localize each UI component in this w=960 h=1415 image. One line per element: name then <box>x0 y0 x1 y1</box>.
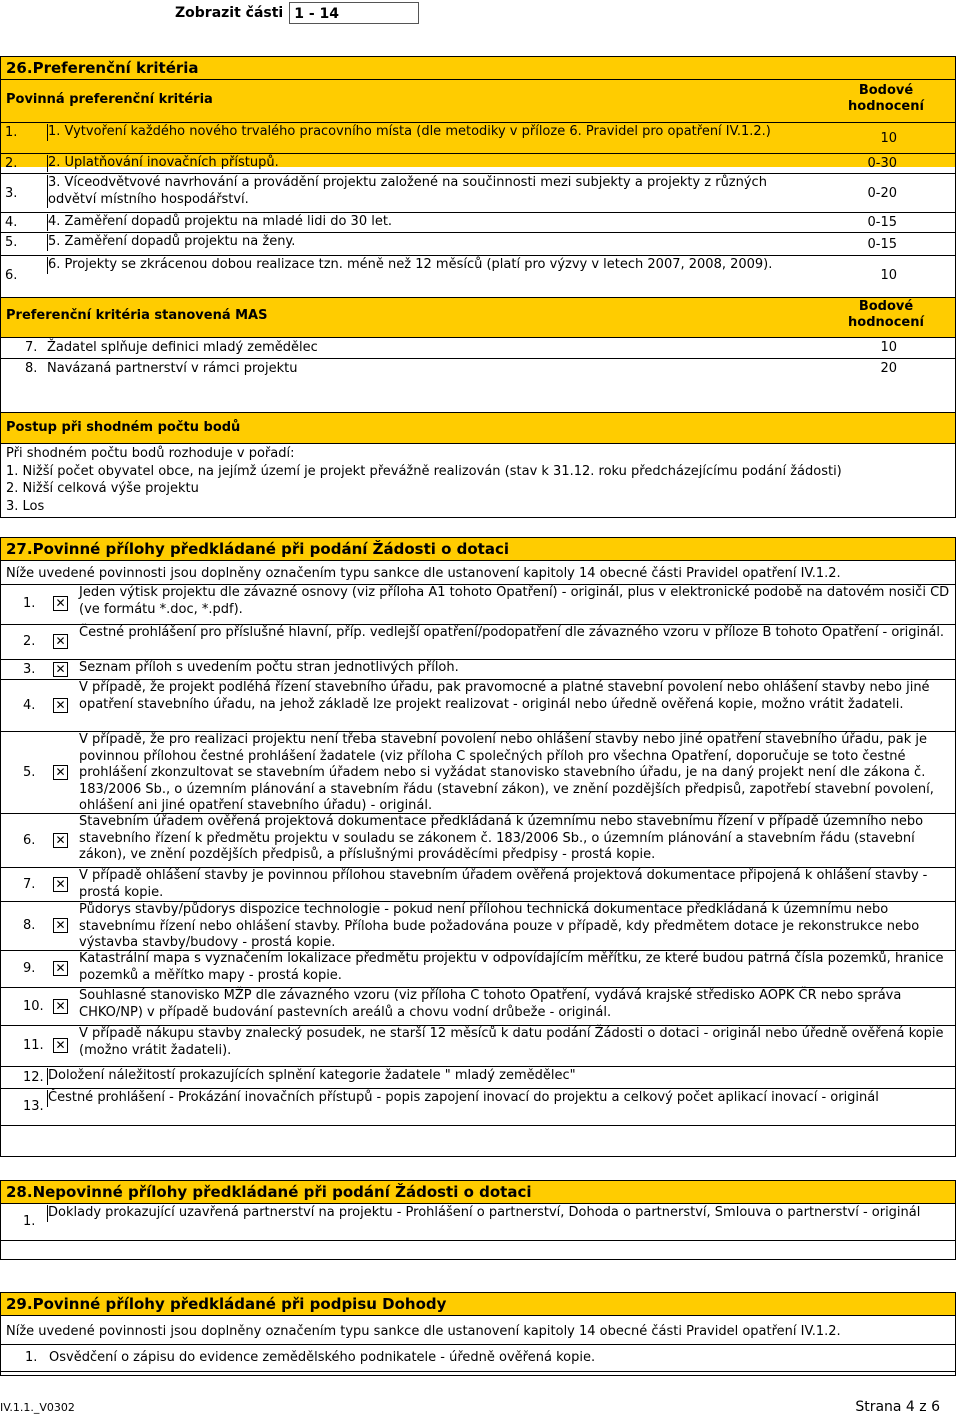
criterion-text: Navázaná partnerství v rámci projektu <box>47 361 298 376</box>
criterion-text: 6. Projekty se zkrácenou dobou realizace tzn. méně než 12 měsíců (platí pro výzvy v letech 2007, 2008, 2009). <box>47 257 815 274</box>
attachment-text: V případě, že projekt podléhá řízení stavebního úřadu, pak pravomocné a platné stavební povolení nebo ohlášení stavby nebo jiné opatření stavebního úřadu, na jehož základě lze projekt realizovat - originál nebo úředně ověřená kopie, možno vrátit žadateli. <box>79 680 930 712</box>
tie-break-item: 2. Nižší celková výše projektu <box>6 481 199 496</box>
criterion-number: 5. <box>5 235 18 250</box>
attachment-text: Jeden výtisk projektu dle závazné osnovy (viz příloha A1 tohoto Opatření) - originál, plus v elektronické podobě na datovém nosiči CD (ve formátu *.doc, *.pdf). <box>79 585 950 617</box>
attachment-row <box>1 813 955 867</box>
attachment-checkbox[interactable]: ✕ <box>53 634 68 649</box>
criterion-number: 1. <box>5 125 18 140</box>
attachment-number: 9. <box>23 961 36 976</box>
attachment-number: 13. <box>23 1099 44 1114</box>
mas-attachment-row <box>1 1066 955 1088</box>
criterion-row <box>1 255 955 298</box>
criterion-number: 4. <box>5 215 18 230</box>
section-27 <box>0 537 956 1157</box>
criterion-number: 2. <box>5 156 18 171</box>
attachment-row <box>1 867 955 901</box>
criterion-text: 2. Uplatňování inovačních přístupů. <box>47 155 815 172</box>
attachment-text: Čestné prohlášení - Prokázání inovačních přístupů - popis zapojení inovací do projektu a celkový počet aplikací inovací - originál <box>47 1090 895 1107</box>
criterion-row <box>1 122 955 153</box>
attachment-text: Doložení náležitostí prokazujících splnění kategorie žadatele " mladý zemědělec" <box>47 1068 895 1085</box>
attachment-checkbox[interactable]: ✕ <box>53 918 68 933</box>
mandatory-criteria-label: Povinná preferenční kritéria <box>6 92 213 107</box>
attachment-text: Souhlasné stanovisko MŽP dle závazného vzoru (viz příloha C tohoto Opatření, vydává krajské středisko AOPK ČR nebo správa CHKO/NP) v případě budování pastevních areálů a chovu vodní drůbeže - originál. <box>79 988 902 1020</box>
attachment-text: Půdorys stavby/půdorys dispozice technologie - pokud není přílohou technická dokumentace předkládaná k územnímu nebo stavebnímu řízení nebo ohlášení stavby. Příloha bude požadována pouze v případě, kdy předmětem dotace je rekonstrukce nebo výstavba stavby/budovy - prostá kopie. <box>79 902 920 950</box>
attachment-row <box>1 659 955 679</box>
attachment-text: Čestné prohlášení pro příslušné hlavní, příp. vedlejší opatření/podopatření dle závazného vzoru v příloze B tohoto Opatření - originál. <box>79 625 945 640</box>
criterion-row <box>1 232 955 255</box>
signing-attachment-row <box>1 1344 955 1372</box>
parts-filter-label: Zobrazit části <box>175 5 284 21</box>
mas-criterion-row <box>1 358 955 381</box>
attachment-number: 1. <box>23 596 36 611</box>
attachment-checkbox[interactable]: ✕ <box>53 698 68 713</box>
attachment-number: 5. <box>23 764 36 780</box>
criterion-points: 10 <box>880 340 897 355</box>
criterion-text: Žadatel splňuje definici mladý zemědělec <box>47 340 318 355</box>
criterion-text: 5. Zaměření dopadů projektu na ženy. <box>47 234 815 251</box>
attachment-row <box>1 1025 955 1066</box>
parts-filter <box>175 0 419 26</box>
form-code: IV.1.1._V0302 <box>0 1401 75 1414</box>
attachment-checkbox[interactable]: ✕ <box>53 877 68 892</box>
section-27-note: Níže uvedené povinnosti jsou doplněny označením typu sankce dle ustanovení kapitoly 14 obecné části Pravidel opatření IV.1.2. <box>6 566 841 581</box>
attachment-number: 10. <box>23 998 44 1014</box>
criterion-points: 10 <box>880 268 897 283</box>
attachment-text: Seznam příloh s uvedením počtu stran jednotlivých příloh. <box>79 660 459 675</box>
attachment-row <box>1 731 955 813</box>
attachment-number: 12. <box>23 1069 44 1085</box>
mas-criterion-row <box>1 337 955 358</box>
attachment-text: V případě ohlášení stavby je povinnou přílohou stavebním úřadem ověřená projektová dokumentace připojená k ohlášení stavby - prostá kopie. <box>79 868 928 900</box>
mas-points-header: Bodové hodnocení <box>848 299 924 330</box>
criterion-points: 20 <box>880 361 897 376</box>
criterion-number: 8. <box>25 361 38 376</box>
parts-filter-input[interactable]: 1 - 14 <box>289 2 419 24</box>
attachment-text: V případě nákupu stavby znalecký posudek, ne starší 12 měsíců k datu podání Žádosti o dotaci - originál nebo úředně ověřená kopie (možno vrátit žadateli). <box>79 1026 944 1058</box>
tie-break-item: 1. Nižší počet obyvatel obce, na jejímž území je projekt převážně realizován (stav k 31.12. roku předcházejícímu podání žádosti) <box>6 463 842 479</box>
section-29-title: 29.Povinné přílohy předkládané při podpisu Dohody <box>6 1295 447 1313</box>
attachment-row <box>1 624 955 659</box>
mas-criteria-header <box>1 297 955 338</box>
criterion-number: 6. <box>5 268 18 283</box>
tie-break-title-bar <box>1 412 955 444</box>
section-28-title: 28.Nepovinné přílohy předkládané při podání Žádosti o dotaci <box>6 1183 532 1201</box>
tie-break-section <box>0 412 956 518</box>
attachment-checkbox[interactable]: ✕ <box>53 765 68 780</box>
section-26 <box>0 56 956 413</box>
attachment-text: Doklady prokazující uzavřená partnerství na projektu - Prohlášení o partnerství, Dohoda o partnerství, Smlouva o partnerství - originál <box>47 1205 949 1222</box>
attachment-number: 3. <box>23 661 36 677</box>
section-29-note: Níže uvedené povinnosti jsou doplněny označením typu sankce dle ustanovení kapitoly 14 obecné části Pravidel opatření IV.1.2. <box>6 1324 841 1339</box>
criterion-points: 10 <box>880 131 897 146</box>
attachment-row <box>1 950 955 987</box>
criterion-row <box>1 173 955 212</box>
section-28-title-bar <box>1 1181 955 1204</box>
attachment-number: 2. <box>23 634 36 649</box>
mandatory-criteria-header <box>1 80 955 122</box>
points-header: Bodové hodnocení <box>848 83 924 114</box>
attachment-number: 4. <box>23 697 36 713</box>
mas-criteria-label: Preferenční kritéria stanovená MAS <box>6 308 268 323</box>
tie-break-item: 3. Los <box>6 498 45 514</box>
divider <box>1 1125 955 1126</box>
mas-attachment-row <box>1 1088 955 1125</box>
attachment-row <box>1 584 955 623</box>
section-29 <box>0 1292 956 1376</box>
attachment-checkbox[interactable]: ✕ <box>53 999 68 1014</box>
attachment-number: 1. <box>23 1214 36 1229</box>
section-26-title-bar <box>1 57 955 80</box>
attachment-row <box>1 901 955 950</box>
attachment-text: Stavebním úřadem ověřená projektová dokumentace předkládaná k územnímu nebo stavebnímu řízení v případě územního nebo stavebního řízení k předmětu projektu v souladu se zákonem č. 183/2006 Sb., o územním plánování a stavebním řádu (stavební zákon), ve znění pozdějších předpisů, a příslušnými prováděcími předpisy - prostá kopie. <box>79 814 924 862</box>
attachment-checkbox[interactable]: ✕ <box>53 662 68 677</box>
criterion-text: 4. Zaměření dopadů projektu na mladé lidi do 30 let. <box>47 214 815 231</box>
attachment-text: Katastrální mapa s vyznačením lokalizace předmětu projektu v odpovídajícím měřítku, ze které budou patrná čísla pozemků, hranice pozemků a měřítko mapy - prostá kopie. <box>79 951 944 983</box>
criterion-number: 3. <box>5 186 18 201</box>
attachment-number: 7. <box>23 876 36 892</box>
section-26-title: 26.Preferenční kritéria <box>6 59 199 77</box>
criterion-number: 7. <box>25 340 38 355</box>
attachment-text: V případě, že pro realizaci projektu není třeba stavební povolení nebo ohlášení stavby nebo jiné opatření stavebního úřadu, pak je povinnou přílohou čestné prohlášení žadatele (viz příloha C společných příloh pro všechna Opatření, doporučuje se toto čestné prohlášení zkonzultovat se stavebním úřadem nebo si vyžádat stanovisko stavebního úřadu, je na daný projekt není dle zákona č. 183/2006 Sb., o územním plánování a stavebním řádu (stavební zákon), ve znění pozdějších předpisů, zapotřebí stavební povolení, ohlášení ani jiné opatření stavebního úřadu) - originál. <box>79 732 934 813</box>
attachment-number: 8. <box>23 918 36 933</box>
criterion-row <box>1 212 955 232</box>
attachment-checkbox[interactable]: ✕ <box>53 961 68 976</box>
attachment-number: 11. <box>23 1038 44 1053</box>
criterion-points: 0-15 <box>867 237 897 252</box>
attachment-number: 6. <box>23 832 36 848</box>
tie-break-body <box>6 445 842 515</box>
attachment-checkbox[interactable]: ✕ <box>53 833 68 848</box>
criterion-text: 3. Víceodvětvové navrhování a provádění projektu založené na součinnosti mezi subjekty a projekty z různých odvětví místního hospodářství. <box>47 175 815 208</box>
tie-break-title: Postup při shodném počtu bodů <box>6 420 241 435</box>
criterion-points: 0-15 <box>867 215 897 230</box>
section-29-title-bar <box>1 1293 955 1316</box>
section-28 <box>0 1180 956 1260</box>
criterion-row <box>1 153 955 173</box>
criterion-points: 0-20 <box>867 186 897 201</box>
criterion-points: 0-30 <box>867 156 897 171</box>
attachment-text: Osvědčení o zápisu do evidence zemědělského podnikatele - úředně ověřená kopie. <box>49 1350 596 1365</box>
attachment-number: 1. <box>25 1350 38 1365</box>
section-27-title: 27.Povinné přílohy předkládané při podání Žádosti o dotaci <box>6 540 510 558</box>
tie-break-intro: Při shodném počtu bodů rozhoduje v pořadí: <box>6 446 295 461</box>
attachment-row <box>1 987 955 1025</box>
criterion-text: 1. Vytvoření každého nového trvalého pracovního místa (dle metodiky v příloze 6. Pravidel pro opatření IV.1.2.) <box>47 124 815 141</box>
section-27-title-bar <box>1 538 955 561</box>
optional-attachment-row <box>1 1204 955 1241</box>
attachment-checkbox[interactable]: ✕ <box>53 1038 68 1053</box>
attachment-row <box>1 679 955 731</box>
page-number: Strana 4 z 6 <box>855 1399 940 1415</box>
attachment-checkbox[interactable]: ✕ <box>53 596 68 611</box>
